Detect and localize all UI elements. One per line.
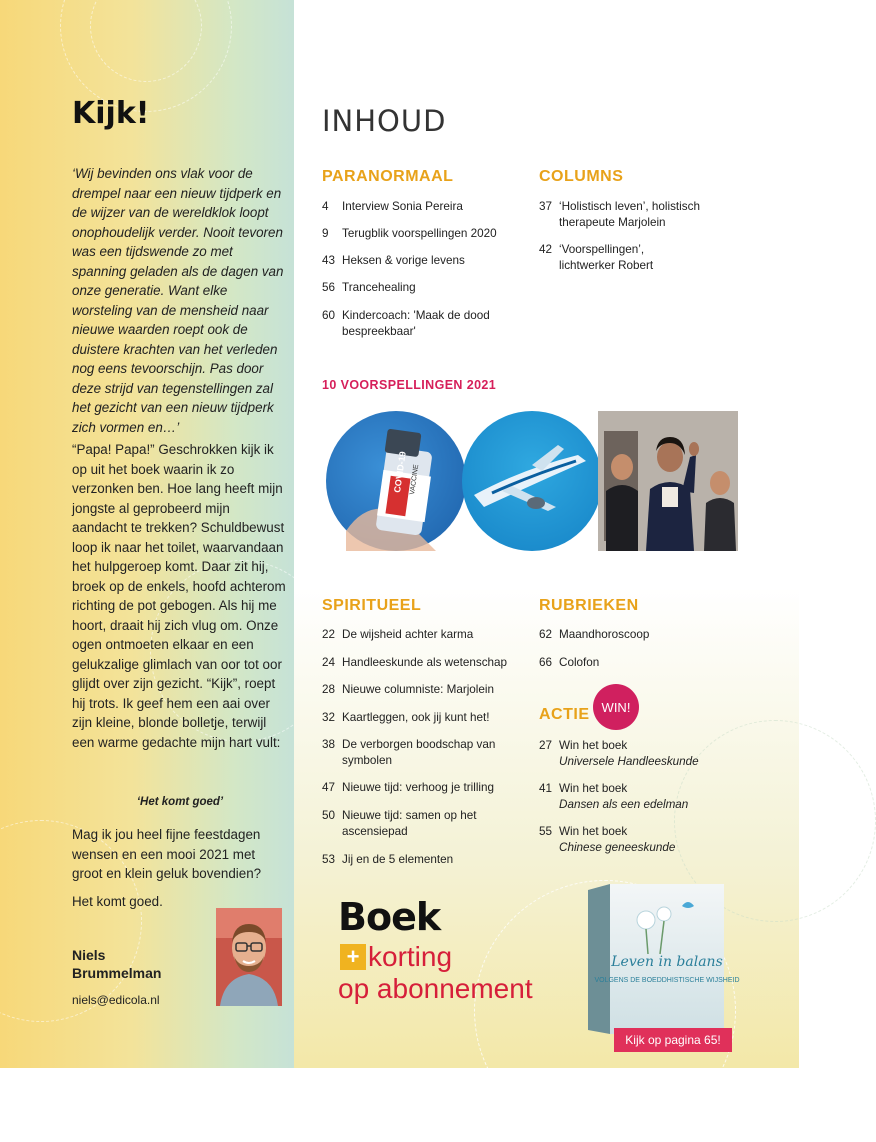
book-cover-icon — [588, 884, 740, 1034]
politician-photo[interactable] — [598, 411, 738, 551]
promo-abonnement: op abonnement — [338, 973, 533, 1004]
toc-entry[interactable] — [539, 738, 734, 769]
entry-title — [559, 824, 734, 855]
book-title: Leven in balans — [611, 954, 723, 970]
promo-korting-row — [338, 941, 533, 973]
entry-title: Nieuwe tijd: verhoog je trilling — [342, 781, 495, 794]
section-heading-spiritueel: SPIRITUEEL — [322, 597, 422, 614]
toc-entry[interactable] — [322, 280, 517, 296]
editorial-title: Kijk! — [72, 96, 150, 131]
toc-entry[interactable] — [539, 781, 734, 812]
vaccine-sublabel: VACCINE — [409, 463, 421, 496]
page-number: 42 — [539, 243, 553, 256]
page-number: 56 — [322, 281, 336, 294]
vaccine-label: COVID-19 — [392, 450, 408, 494]
book-subtitle: VOLGENS DE BOEDDHISTISCHE WIJSHEID — [594, 977, 740, 984]
page-number: 4 — [322, 200, 329, 213]
page-number: 32 — [322, 711, 336, 724]
entry-title: Terugblik voorspellingen 2020 — [342, 227, 497, 240]
section-heading-rubrieken: RUBRIEKEN — [539, 597, 639, 614]
vaccine-vial-icon — [326, 411, 466, 551]
entry-title: Maandhoroscoop — [559, 628, 650, 641]
section-heading-columns: COLUMNS — [539, 168, 624, 185]
toc-entry[interactable] — [322, 253, 517, 269]
section-heading-actie: ACTIE — [539, 706, 590, 723]
entry-title: Kaartleggen, ook jij kunt het! — [342, 711, 490, 724]
toc-entry[interactable] — [322, 737, 512, 768]
airplane-photo[interactable] — [462, 411, 602, 551]
page-number: 24 — [322, 656, 336, 669]
entry-title: Heksen & vorige levens — [342, 254, 465, 267]
page-number: 43 — [322, 254, 336, 267]
airplane-icon — [462, 411, 602, 551]
author-last-name: Brummelman — [72, 965, 162, 981]
page-reference-badge: Kijk op pagina 65! — [614, 1028, 732, 1052]
page-number: 28 — [322, 683, 336, 696]
author-first-name: Niels — [72, 947, 106, 963]
toc-entry[interactable] — [539, 824, 734, 855]
page-number: 41 — [539, 782, 553, 795]
entry-subtitle: Dansen als een edelman — [559, 797, 689, 811]
entry-title — [559, 738, 734, 769]
page-number: 55 — [539, 825, 553, 838]
page-number: 47 — [322, 781, 336, 794]
book-cover[interactable] — [588, 884, 740, 1034]
toc-title: INHOUD — [322, 104, 447, 138]
toc-entry[interactable] — [539, 199, 759, 230]
entry-title: De verborgen boodschap van symbolen — [342, 738, 496, 767]
editorial-centered-quote: ‘Het komt goed’ — [136, 796, 224, 808]
toc-entry[interactable] — [322, 655, 517, 671]
toc-entry[interactable] — [539, 627, 734, 643]
editorial-body: “Papa! Papa!” Geschrokken kijk ik op uit het boek waarin ik zo verzonken ben. Hoe lang heeft mijn jongste al geprobeerd mijn aandacht te trekken? Schuldbewust loop ik naar het toilet, waarvandaan het hulpgeroep komt. Daar zit hij, broek op de enkels, hoofd achterom richting de pot gebogen. Als hij me hoort, draait hij zich vlug om. Onze ogen ontmoeten elkaar en een gelukzalige glimlach van oor tot oor glijdt over zijn gezicht. “Kijk”, roept hij trots. Ik geef hem een aai over zijn kleine, blonde bolletje, terwijl een warme gedachte mijn hart vult: — [72, 442, 286, 750]
entry-title-main: Win het boek — [559, 739, 628, 752]
promo-boek: Boek — [338, 895, 441, 939]
toc-entry[interactable] — [322, 226, 517, 242]
entry-title: Nieuwe tijd: samen op het ascensiepad — [342, 809, 477, 838]
speaker-waving-icon — [598, 411, 738, 551]
page-number: 9 — [322, 227, 329, 240]
entry-subtitle: Chinese geneeskunde — [559, 840, 676, 854]
author-portrait-icon — [216, 908, 282, 1006]
entry-title: Jij en de 5 elementen — [342, 853, 454, 866]
page-number: 37 — [539, 200, 553, 213]
entry-title-main: Win het boek — [559, 782, 628, 795]
win-badge: WIN! — [593, 684, 639, 730]
toc-entry[interactable] — [322, 852, 517, 868]
feature-heading: 10 VOORSPELLINGEN 2021 — [322, 378, 497, 392]
editorial-signoff: Het komt goed. — [72, 894, 163, 909]
toc-entry[interactable] — [539, 655, 734, 671]
page-number: 60 — [322, 309, 336, 322]
vaccine-photo[interactable] — [326, 411, 466, 551]
author-name — [72, 946, 192, 982]
entry-title: Kindercoach: 'Maak de dood bespreekbaar' — [342, 309, 490, 338]
entry-title: De wijsheid achter karma — [342, 628, 474, 641]
entry-title: ‘Holistisch leven’, holistisch therapeute Marjolein — [559, 200, 700, 229]
entry-title: Colofon — [559, 656, 600, 669]
entry-subtitle: Universele Handleeskunde — [559, 754, 699, 768]
toc-entry[interactable] — [539, 242, 699, 273]
entry-title: Nieuwe columniste: Marjolein — [342, 683, 495, 696]
page-number: 27 — [539, 739, 553, 752]
page-number: 62 — [539, 628, 553, 641]
toc-entry[interactable] — [322, 710, 517, 726]
editorial-closing: Mag ik jou heel fijne feestdagen wensen en een mooi 2021 met groot en klein geluk bovendien? — [72, 827, 262, 881]
toc-entry[interactable] — [322, 682, 517, 698]
section-heading-paranormaal: PARANORMAAL — [322, 168, 454, 185]
page-number: 50 — [322, 809, 336, 822]
author-photo — [216, 908, 282, 1006]
plus-icon: + — [340, 944, 366, 970]
toc-entry[interactable] — [322, 627, 517, 643]
toc-entry[interactable] — [322, 308, 517, 339]
editorial-quote: ‘Wij bevinden ons vlak voor de drempel naar een nieuw tijdperk en de wijzer van de wereldklok loopt onophoudelijk verder. Nooit tevoren was een tijdswende zo met spanning geladen als de dagen van onze generatie. Want elke worsteling van de mensheid naar nieuwe waarden roept ook de duistere krachten van het verleden nog eens tevoorschijn. Pas door deze strijd van tegenstellingen zal het gezicht van een nieuw tijdperk zich vormen en…’ — [72, 166, 284, 435]
toc-entry[interactable] — [322, 780, 517, 796]
toc-entry[interactable] — [322, 808, 502, 839]
entry-title: Handleeskunde als wetenschap — [342, 656, 508, 669]
subscription-promo[interactable] — [338, 895, 533, 1005]
promo-korting: korting — [368, 941, 453, 972]
page-number: 38 — [322, 738, 336, 751]
entry-title: Interview Sonia Pereira — [342, 200, 463, 213]
toc-entry[interactable] — [322, 199, 517, 215]
author-email[interactable]: niels@edicola.nl — [72, 993, 160, 1007]
entry-title: Trancehealing — [342, 281, 416, 294]
entry-title-main: Win het boek — [559, 825, 628, 838]
page-number: 53 — [322, 853, 336, 866]
page-number: 66 — [539, 656, 553, 669]
page-number: 22 — [322, 628, 336, 641]
entry-title: ‘Voorspellingen’, lichtwerker Robert — [559, 243, 654, 272]
entry-title — [559, 781, 734, 812]
